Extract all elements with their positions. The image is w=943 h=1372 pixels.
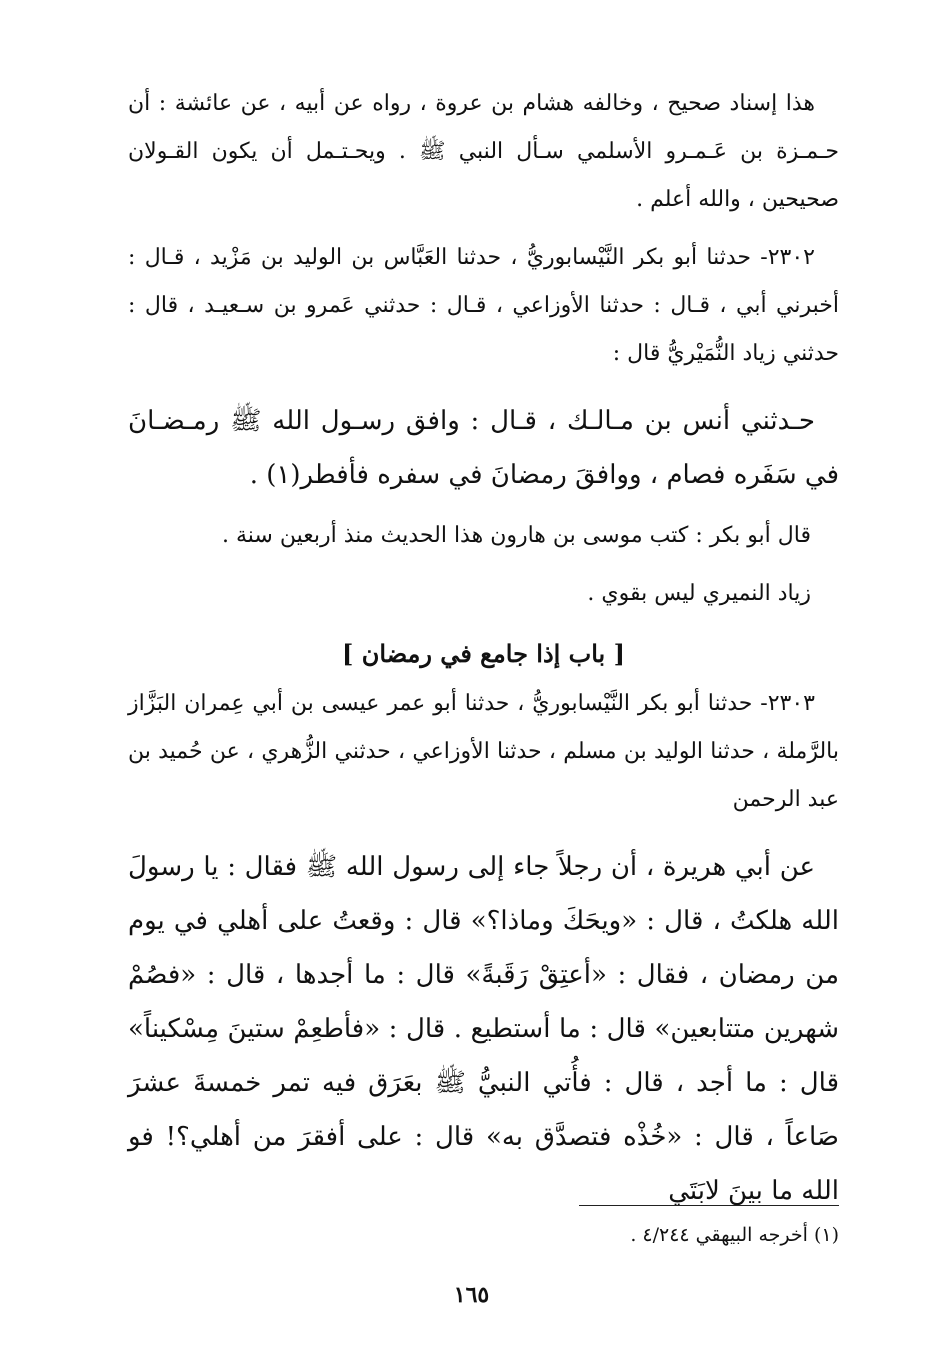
- hadith-2303-matn: عن أبي هريرة ، أن رجلاً جاء إلى رسول الله ﷺ فقال : يا رسولَ الله هلكتُ ، قال : «ويحَكَ وماذا؟» قال : وقعتُ على أهلي في يوم من رمضان ، فقال : «أعتِقْ رَقَبةً» قال : ما أجدها ، قال : «فصُمْ شهرين متتابعين» قال : ما أستطيع . قال : «فأطعِمْ ستينَ مِسْكيناً» قال : ما أجد ، قال : فأُتي النبيُّ ﷺ بعَرَق فيه تمر خمسةَ عشرَ صَاعاً ، قال : «خُذْه فتصدَّق به» قال : على أفقرَ من أهلي؟! فو الله ما بينَ لابَتَي: [128, 852, 840, 1206]
- page-number: ١٦٥: [453, 1282, 490, 1308]
- hadith-2302-matn: حـدثني أنس بن مـالـك ، قـال : وافق رسـول الله ﷺ رمـضـانَ في سَفَره فصام ، ووافقَ رمضانَ في سفره فأفطر(١) .: [128, 406, 839, 490]
- hadith-2303-isnad: ٢٣٠٣- حدثنا أبو بكر النَّيْسابوريُّ ، حدثنا أبو عمر عيسى بن أبي عِمران البَزَّاز بالرَّملة ، حدثنا الوليد بن مسلم ، حدثنا الأوزاعي ، حدثني الزُّهري ، عن حُميد بن عبد الرحمن: [128, 691, 839, 812]
- footnote-1: (١) أخرجه البيهقي ٤/٢٤٤ .: [630, 1224, 839, 1246]
- main-text-body: [128, 80, 839, 1218]
- hadith-2302-isnad: ٢٣٠٢- حدثنا أبو بكر النَّيْسابوريُّ ، حدثنا العَبَّاس بن الوليد بن مَزْيد ، قـال : أخبرني أبي ، قـال : حدثنا الأوزاعي ، قـال : حدثني عَمرو بن سـعيـد ، قال : حدثني زياد النُّمَيْريُّ قال :: [128, 245, 839, 366]
- hadith-2302-notes: [128, 512, 839, 618]
- footnote-divider: [579, 1205, 839, 1206]
- note-abu-bakr: قال أبو بكر : كتب موسى بن هارون هذا الحديث منذ أربعين سنة .: [222, 523, 811, 548]
- commentary-paragraph: هذا إسناد صحيح ، وخالفه هشام بن عروة ، رواه عن أبيه ، عن عائشة : أن حـمـزة بن عَـمـرو الأسلمي سـأل النبي ﷺ . ويحـتـمل أن يكون القـولان صحيحين ، والله أعلم .: [128, 91, 839, 212]
- note-ziyad-numayri: زياد النميري ليس بقوي .: [587, 581, 811, 606]
- chapter-heading: [ باب إذا جامع في رمضان ]: [342, 639, 625, 668]
